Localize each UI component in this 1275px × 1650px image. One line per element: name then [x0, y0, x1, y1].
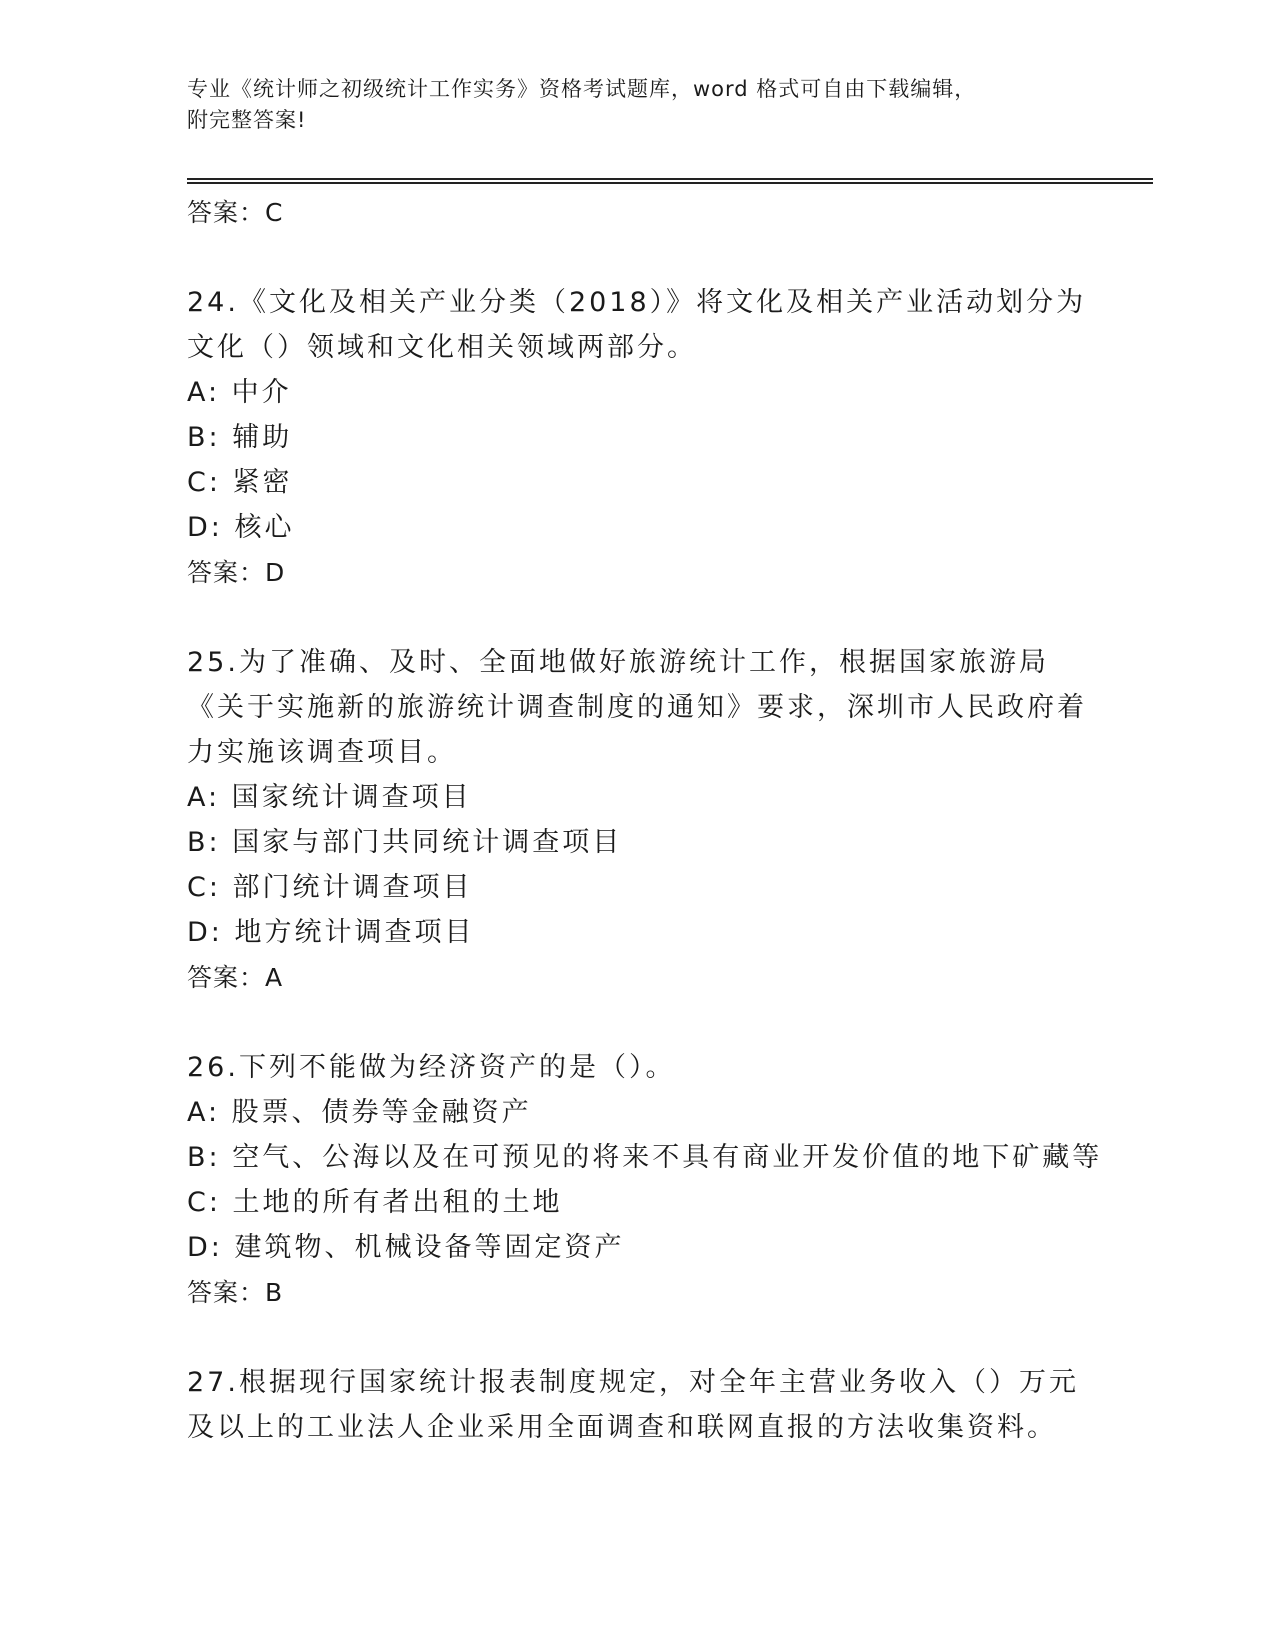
- question-26: [187, 1045, 1103, 1315]
- option-a: A: 股票、债券等金融资产: [187, 1097, 532, 1128]
- document-header: [187, 74, 1067, 136]
- option-b: B: 国家与部门共同统计调查项目: [187, 827, 623, 858]
- option-d: D: 核心: [187, 512, 295, 543]
- question-27: [187, 1360, 1087, 1450]
- option-a: A: 中介: [187, 377, 292, 408]
- question-stem: 27.根据现行国家统计报表制度规定，对全年主营业务收入（）万元及以上的工业法人企业采用全面调查和联网直报的方法收集资料。: [187, 1367, 1079, 1443]
- option-b: B: 空气、公海以及在可预见的将来不具有商业开发价值的地下矿藏等: [187, 1142, 1103, 1173]
- option-d: D: 地方统计调查项目: [187, 917, 475, 948]
- option-d: D: 建筑物、机械设备等固定资产: [187, 1232, 625, 1263]
- answer-line: 答案：D: [187, 558, 286, 587]
- header-divider-second: [187, 182, 1153, 184]
- question-list: [187, 190, 1103, 1450]
- header-line-2: 附完整答案!: [187, 108, 307, 132]
- answer-line: 答案：A: [187, 963, 284, 992]
- question-stem: 24.《文化及相关产业分类（2018）》将文化及相关产业活动划分为文化（）领域和文化相关领域两部分。: [187, 287, 1087, 363]
- option-b: B: 辅助: [187, 422, 293, 453]
- question-24: [187, 280, 1087, 595]
- question-stem: 25.为了准确、及时、全面地做好旅游统计工作，根据国家旅游局《关于实施新的旅游统计调查制度的通知》要求，深圳市人民政府着力实施该调查项目。: [187, 647, 1087, 768]
- answer-line: 答案：B: [187, 1278, 284, 1307]
- header-divider: [187, 178, 1153, 180]
- option-c: C: 紧密: [187, 467, 293, 498]
- previous-answer: 答案：C: [187, 198, 284, 227]
- question-stem: 26.下列不能做为经济资产的是（）。: [187, 1052, 676, 1083]
- option-a: A: 国家统计调查项目: [187, 782, 472, 813]
- question-25: [187, 640, 1087, 1000]
- option-c: C: 土地的所有者出租的土地: [187, 1187, 563, 1218]
- header-line-1: 专业《统计师之初级统计工作实务》资格考试题库，word 格式可自由下载编辑，: [187, 77, 977, 101]
- option-c: C: 部门统计调查项目: [187, 872, 473, 903]
